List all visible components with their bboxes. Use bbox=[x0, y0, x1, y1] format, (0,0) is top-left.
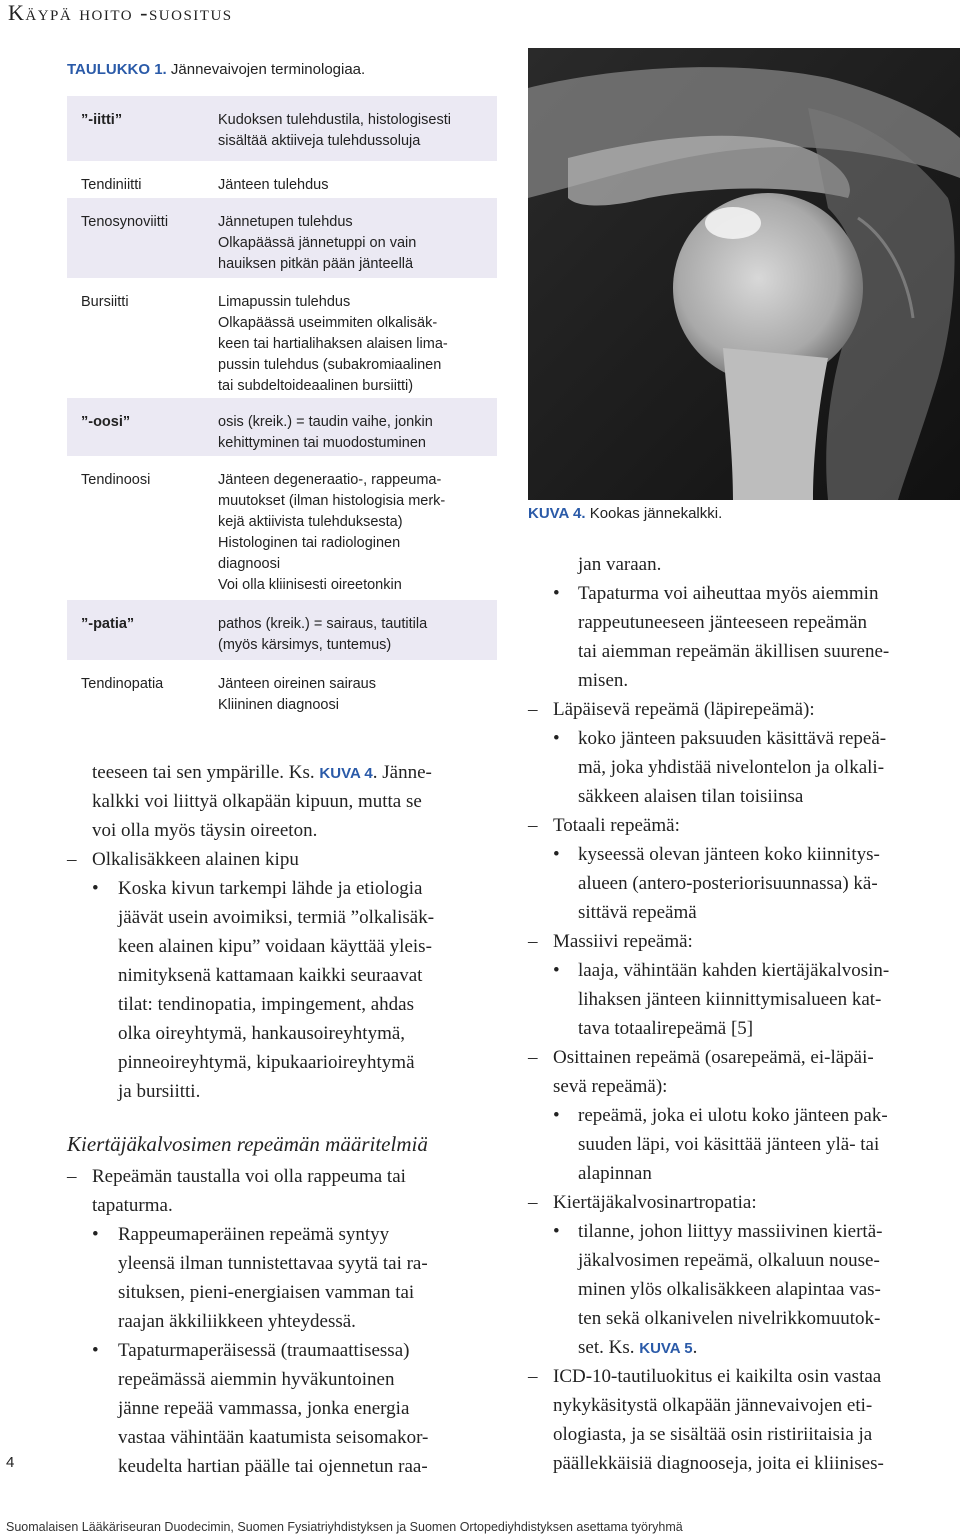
paragraph-line: nimityksenä kattamaan kaikki seuraavat bbox=[118, 965, 423, 986]
description-line: hauiksen pitkän pään jänteellä bbox=[218, 256, 414, 272]
paragraph-line: yleensä ilman tunnistettavaa syytä tai ra- bbox=[118, 1253, 428, 1274]
table-term: ”-iitti” bbox=[81, 112, 123, 128]
table-term: Bursiitti bbox=[81, 294, 129, 310]
table-term: Tendinopatia bbox=[81, 676, 164, 692]
table-label: TAULUKKO 1. bbox=[67, 61, 167, 78]
description-line: Jänteen degeneraatio-, rappeuma- bbox=[218, 472, 442, 488]
paragraph-line: minen ylös olkalisäkkeen alapintaa vas- bbox=[578, 1279, 881, 1300]
table-term: ”-oosi” bbox=[81, 414, 131, 430]
description-line: Histologinen tai radiologinen bbox=[218, 535, 401, 551]
description-line: Voi olla kliinisesti oireetonkin bbox=[218, 577, 402, 593]
paragraph-line: misen. bbox=[578, 670, 629, 691]
text-span: . bbox=[692, 1337, 698, 1358]
list-item: Tapaturma voi aiheuttaa myös aiemmin bbox=[578, 583, 879, 604]
paragraph-line: mä, joka yhdistää nivelontelon ja olkali- bbox=[578, 757, 885, 778]
paragraph-line: keen alainen kipu” voidaan käyttää yleis- bbox=[118, 936, 432, 957]
description-line: kejä aktiivista tulehduksesta) bbox=[218, 514, 403, 530]
description-line: Olkapäässä jännetuppi on vain bbox=[218, 235, 417, 251]
paragraph-line bbox=[578, 1333, 697, 1363]
bullet-marker: • bbox=[553, 583, 560, 604]
description-line: Kliininen diagnoosi bbox=[218, 697, 339, 713]
table-term: Tenosynoviitti bbox=[81, 214, 169, 230]
list-item: tilanne, johon liittyy massiivinen kiertä- bbox=[578, 1221, 883, 1242]
dash-marker: – bbox=[528, 1366, 538, 1387]
bullet-marker: • bbox=[92, 1340, 99, 1361]
paragraph-line: jänne repeää vammassa, jonka energia bbox=[118, 1398, 410, 1419]
figure-caption-text: Kookas jännekalkki. bbox=[589, 505, 723, 522]
text-span: set. Ks. bbox=[578, 1337, 640, 1358]
dash-marker: – bbox=[528, 931, 538, 952]
paragraph-line: tilat: tendinopatia, impingement, ahdas bbox=[118, 994, 415, 1015]
list-item: Osittainen repeämä (osarepeämä, ei-läpäi- bbox=[553, 1047, 874, 1068]
paragraph-line: sevä repeämä): bbox=[553, 1076, 668, 1097]
paragraph-line: tava totaalirepeämä [5] bbox=[578, 1018, 754, 1039]
description-line: (myös kärsimys, tuntemus) bbox=[218, 637, 392, 653]
figure-label: KUVA 4. bbox=[528, 505, 586, 522]
paragraph-line: vastaa vähintään kaatumista seisomakor- bbox=[118, 1427, 429, 1448]
description-line: pathos (kreik.) = sairaus, tautitila bbox=[218, 616, 428, 632]
paragraph-line: kalkki voi liittyä olkapään kipuun, mutta se bbox=[92, 791, 422, 812]
paragraph-line: tapaturma. bbox=[92, 1195, 173, 1216]
list-item: Massiivi repeämä: bbox=[553, 931, 693, 952]
paragraph-line bbox=[92, 758, 432, 788]
description-line: osis (kreik.) = taudin vaihe, jonkin bbox=[218, 414, 433, 430]
description-line: diagnoosi bbox=[218, 556, 281, 572]
text-span: . Jänne- bbox=[372, 762, 432, 783]
section-title: Kiertäjäkalvosimen repeämän määritelmiä bbox=[67, 1132, 428, 1156]
description-line: Jänteen tulehdus bbox=[218, 177, 329, 193]
paragraph-line: keudelta hartian päälle tai ojennetun raa- bbox=[118, 1456, 428, 1477]
list-item: Koska kivun tarkempi lähde ja etiologia bbox=[118, 878, 423, 899]
description-line: Limapussin tulehdus bbox=[218, 294, 351, 310]
bullet-marker: • bbox=[553, 844, 560, 865]
paragraph-line: repeämässä aiemmin hyväkuntoinen bbox=[118, 1369, 395, 1390]
description-line: Kudoksen tulehdustila, histologisesti bbox=[218, 112, 451, 128]
header-title: Käypä hoito -suositus bbox=[8, 0, 233, 25]
paragraph-line: säkkeen alaisen tilan toisiinsa bbox=[578, 786, 804, 807]
paragraph-line: alapinnan bbox=[578, 1163, 652, 1184]
dash-marker: – bbox=[528, 699, 538, 720]
footer: Suomalaisen Lääkäriseuran Duodecimin, Suomen Fysiatriyhdistyksen ja Suomen Ortopediyhdistyksen asettama työryhmä bbox=[6, 1520, 683, 1534]
paragraph-line: jäkalvosimen repeämä, olkaluun nouse- bbox=[578, 1250, 880, 1271]
list-item: Rappeumaperäinen repeämä syntyy bbox=[118, 1224, 390, 1245]
paragraph-line: olka oireyhtymä, hankausoireyhtymä, bbox=[118, 1023, 406, 1044]
paragraph-line: sittävä repeämä bbox=[578, 902, 697, 923]
paragraph-line: lihaksen jänteen kiinnittymisalueen kat- bbox=[578, 989, 882, 1010]
list-item: Läpäisevä repeämä (läpirepeämä): bbox=[553, 699, 815, 720]
list-item: repeämä, joka ei ulotu koko jänteen pak- bbox=[578, 1105, 888, 1126]
list-item: kyseessä olevan jänteen koko kiinnitys- bbox=[578, 844, 880, 865]
list-item: Totaali repeämä: bbox=[553, 815, 680, 836]
paragraph-line: ologiasta, ja se sisältää osin ristiriitaisia ja bbox=[553, 1424, 873, 1445]
list-item: laaja, vähintään kahden kiertäjäkalvosin- bbox=[578, 960, 890, 981]
page-number: 4 bbox=[6, 1454, 15, 1471]
paragraph-line: voi olla myös täysin oireeton. bbox=[92, 820, 318, 841]
description-line: tai subdeltoideaalinen bursiitti) bbox=[218, 378, 414, 394]
list-item: Tapaturmaperäisessä (traumaattisessa) bbox=[118, 1340, 410, 1361]
description-line: Jänteen oireinen sairaus bbox=[218, 676, 376, 692]
paragraph-line: situksen, pieni-energiaisen vamman tai bbox=[118, 1282, 415, 1303]
description-line: sisältää aktiiveja tulehdussoluja bbox=[218, 133, 421, 149]
list-item: Kiertäjäkalvosinartropatia: bbox=[553, 1192, 757, 1213]
description-line: keen tai hartialihaksen alaisen lima- bbox=[218, 336, 448, 352]
paragraph-line: alueen (antero-posteriorisuunnassa) kä- bbox=[578, 873, 878, 894]
paragraph-line: pinneoireyhtymä, kipukaarioireyhtymä bbox=[118, 1052, 415, 1073]
right-column bbox=[520, 0, 960, 1500]
paragraph-line: tai aiemman repeämän äkillisen suurene- bbox=[578, 641, 890, 662]
list-item: koko jänteen paksuuden käsittävä repeä- bbox=[578, 728, 887, 749]
bullet-marker: • bbox=[92, 1224, 99, 1245]
description-line: Jännetupen tulehdus bbox=[218, 214, 353, 230]
paragraph-line: suuden läpi, voi käsittää jänteen ylä- tai bbox=[578, 1134, 880, 1155]
bullet-marker: • bbox=[553, 728, 560, 749]
dash-marker: – bbox=[528, 1192, 538, 1213]
list-item: Repeämän taustalla voi olla rappeuma tai bbox=[92, 1166, 406, 1187]
dash-marker: – bbox=[67, 1166, 77, 1187]
paragraph-line: päällekkäisiä diagnooseja, joita ei kliinises- bbox=[553, 1453, 884, 1474]
description-line: pussin tulehdus (subakromiaalinen bbox=[218, 357, 442, 373]
table-term: Tendiniitti bbox=[81, 177, 142, 193]
paragraph-line: nykykäsitystä olkapään jännevaivojen eti- bbox=[553, 1395, 873, 1416]
description-line: kehittyminen tai muodostuminen bbox=[218, 435, 426, 451]
description-line: muutokset (ilman histologisia merk- bbox=[218, 493, 446, 509]
figure-reference: KUVA 5 bbox=[639, 1340, 693, 1357]
paragraph-line: raajan äkkiliikkeen yhteydessä. bbox=[118, 1311, 356, 1332]
bullet-marker: • bbox=[553, 960, 560, 981]
bullet-marker: • bbox=[92, 878, 99, 899]
text-span: teeseen tai sen ympärille. Ks. bbox=[92, 762, 320, 783]
paragraph-line: jäävät usein avoimiksi, termiä ”olkalisäk- bbox=[118, 907, 435, 928]
dash-marker: – bbox=[67, 849, 77, 870]
dash-marker: – bbox=[528, 815, 538, 836]
bullet-marker: • bbox=[553, 1105, 560, 1126]
paragraph-line: ja bursiitti. bbox=[118, 1081, 201, 1102]
table-term: ”-patia” bbox=[81, 616, 135, 632]
paragraph-line: jan varaan. bbox=[578, 554, 662, 575]
table-term: Tendinoosi bbox=[81, 472, 151, 488]
list-item: Olkalisäkkeen alainen kipu bbox=[92, 849, 299, 870]
bullet-marker: • bbox=[553, 1221, 560, 1242]
dash-marker: – bbox=[528, 1047, 538, 1068]
list-item: ICD-10-tautiluokitus ei kaikilta osin vastaa bbox=[553, 1366, 882, 1387]
paragraph-line: rappeutuneeseen jänteeseen repeämän bbox=[578, 612, 868, 633]
table-title-text: Jännevaivojen terminologiaa. bbox=[170, 61, 366, 78]
figure-reference: KUVA 4 bbox=[319, 765, 373, 782]
paragraph-line: ten sekä olkanivelen nivelrikkomuutok- bbox=[578, 1308, 881, 1329]
description-line: Olkapäässä useimmiten olkalisäk- bbox=[218, 315, 438, 331]
